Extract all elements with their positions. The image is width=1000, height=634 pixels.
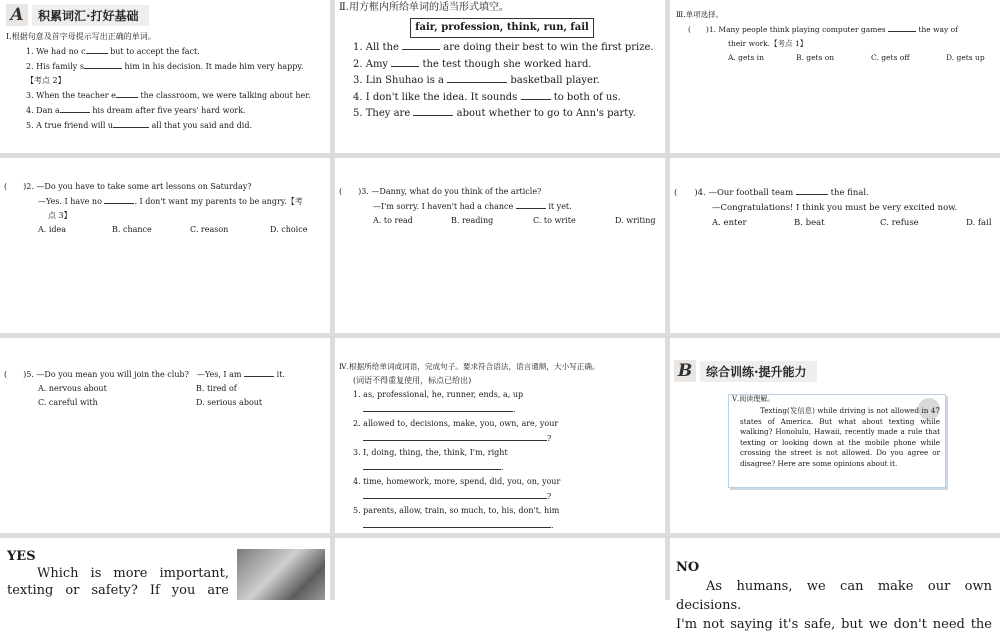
panel-section-a-part2	[335, 0, 665, 153]
q1-option-a[interactable]: A. gets in	[728, 53, 764, 62]
section-a-title: 积累词汇·打好基础	[32, 5, 149, 26]
q2-option-b[interactable]: B. chance	[112, 225, 152, 234]
q3-line2: —I'm sorry. I haven't had a chance it yet.	[339, 199, 665, 214]
part1-item-3: 3. When the teacher e the classroom, we were talking about her.	[6, 88, 330, 103]
part4-heading: Ⅳ.根据所给单词或词语，完成句子。要求符合语法，语言通顺，大小写正确。	[339, 362, 600, 371]
q5-option-b[interactable]: B. tired of	[196, 384, 237, 393]
q3-option-c[interactable]: C. to write	[533, 216, 576, 225]
part4-item-4: 4. time, homework, more, spend, did, you, on, your	[353, 477, 561, 486]
q4-option-d[interactable]: D. fail	[966, 218, 992, 228]
section-a-header	[6, 4, 330, 26]
q4-options	[674, 216, 1000, 231]
q4-line2: —Congratulations! I think you must be very excited now.	[712, 203, 958, 213]
part1-item-2-tag: 【考点 2】	[26, 76, 66, 85]
q1-option-c[interactable]: C. gets off	[871, 53, 910, 62]
section-b-badge: B	[674, 360, 696, 382]
part2-item-3: 3. Lin Shuhao is a basketball player.	[353, 75, 600, 86]
q2-option-a[interactable]: A. idea	[38, 225, 67, 234]
part2-item-2: 2. Amy the test though she worked hard.	[353, 58, 592, 70]
part4-answer-5: .	[339, 518, 665, 533]
q1-option-d[interactable]: D. gets up	[946, 53, 985, 62]
panel-q4	[670, 158, 1000, 333]
part1-item-4: 4. Dan a his dream after five years' hard work.	[6, 103, 330, 118]
q1-options	[676, 51, 1000, 65]
part3-heading: Ⅲ.单项选择。	[676, 10, 724, 19]
section-b-header	[674, 360, 1000, 382]
panel-blank	[335, 538, 665, 600]
q5-option-c[interactable]: C. careful with	[38, 398, 98, 407]
q2-line3: 点 3】	[48, 211, 72, 220]
section-a-badge: A	[6, 4, 28, 26]
q3-option-a[interactable]: A. to read	[373, 216, 413, 225]
panel-no	[670, 538, 1000, 632]
part2-item-5: 5. They are about whether to go to Ann's party.	[353, 108, 636, 119]
part4-note: (词语不得重复使用，标点已给出)	[353, 376, 472, 385]
q4-option-b[interactable]: B. beat	[794, 218, 825, 228]
part4-answer-1: .	[339, 402, 665, 417]
part4-item-2: 2. allowed to, decisions, make, you, own, are, your	[353, 419, 559, 428]
no-line-2: I'm not saying it's safe, but we don't need the	[676, 617, 992, 632]
q3-options	[339, 214, 665, 228]
panel-section-a-part1	[0, 0, 330, 153]
q5-options-row2	[4, 396, 330, 410]
panel-q2	[0, 158, 330, 333]
q5-line1: ( )5. —Do you mean you will join the club? —Yes, I am it.	[4, 367, 330, 382]
part4-item-3: 3. I, doing, thing, the, think, I'm, right	[353, 448, 508, 457]
q3-option-d[interactable]: D. writing	[615, 216, 656, 225]
q4-line1: ( )4. —Our football team the final.	[674, 185, 1000, 201]
panel-q5	[0, 338, 330, 533]
part4-answer-3: .	[339, 460, 665, 475]
q4-option-c[interactable]: C. refuse	[880, 218, 919, 228]
q2-option-c[interactable]: C. reason	[190, 225, 229, 234]
q2-options	[4, 223, 330, 237]
part4-answer-2: ?	[339, 431, 665, 446]
q3-option-b[interactable]: B. reading	[451, 216, 494, 225]
part2-heading: Ⅱ.用方框内所给单词的适当形式填空。	[339, 2, 509, 13]
part1-heading: Ⅰ.根据句意及首字母提示写出正确的单词。	[6, 32, 156, 41]
part2-item-4: 4. I don't like the idea. It sounds to both of us.	[353, 91, 621, 103]
part4-answer-4: ?	[339, 489, 665, 504]
q3-line1: ( )3. —Danny, what do you think of the article?	[339, 187, 542, 196]
yes-label: YES	[7, 549, 36, 564]
no-line-1: As humans, we can make our own decisions.	[676, 579, 992, 613]
part1-item-1: 1. We had no c but to accept the fact.	[6, 44, 330, 59]
yes-line-1: Which is more important,	[37, 566, 229, 581]
panel-part3-q1	[670, 0, 1000, 153]
q5-option-d[interactable]: D. serious about	[196, 398, 263, 407]
part1-item-2: 2. His family s him in his decision. It made him very happy.	[6, 59, 330, 74]
part5-heading: Ⅴ.阅读理解。	[732, 395, 775, 403]
panel-part4	[335, 338, 665, 533]
part1-item-5: 5. A true friend will u all that you said and did.	[6, 118, 330, 133]
part4-item-5: 5. parents, allow, train, so much, to, his, don't, him	[353, 506, 560, 515]
reading-passage-text: Texting(发信息) while driving is not allowed in 47 states of America. But what about texting while walking? Honolulu, Hawaii, recently made a rule that texting or looking down at the mobile phone while crossing the street is not allowed. Do you agree or disagree? Here are some opinions about it.	[740, 406, 940, 468]
panel-q3	[335, 158, 665, 333]
q5-options-row1	[4, 382, 330, 396]
q2-line1: ( )2. —Do you have to take some art lessons on Saturday?	[4, 182, 252, 191]
q1-line2: their work.【考点 1】	[728, 39, 808, 48]
q4-option-a[interactable]: A. enter	[712, 218, 747, 228]
q2-line2: —Yes. I have no . I don't want my parents to be angry.【考	[4, 194, 330, 209]
section-b-title: 综合训练·提升能力	[700, 361, 817, 382]
yes-line-2: texting or safety? If you are	[7, 583, 229, 598]
word-box: fair, profession, think, run, fail	[410, 18, 594, 39]
q5-option-a[interactable]: A. nervous about	[38, 384, 107, 393]
q1-line1: ( )1. Many people think playing computer games the way of	[676, 22, 1000, 37]
q2-option-d[interactable]: D. choice	[270, 225, 308, 234]
q1-option-b[interactable]: B. gets on	[796, 53, 835, 62]
part2-item-1: 1. All the are doing their best to win the first prize.	[353, 42, 654, 53]
texting-photo	[237, 549, 325, 600]
no-label: NO	[676, 560, 700, 575]
part4-item-1: 1. as, professional, he, runner, ends, a, up	[353, 390, 524, 399]
